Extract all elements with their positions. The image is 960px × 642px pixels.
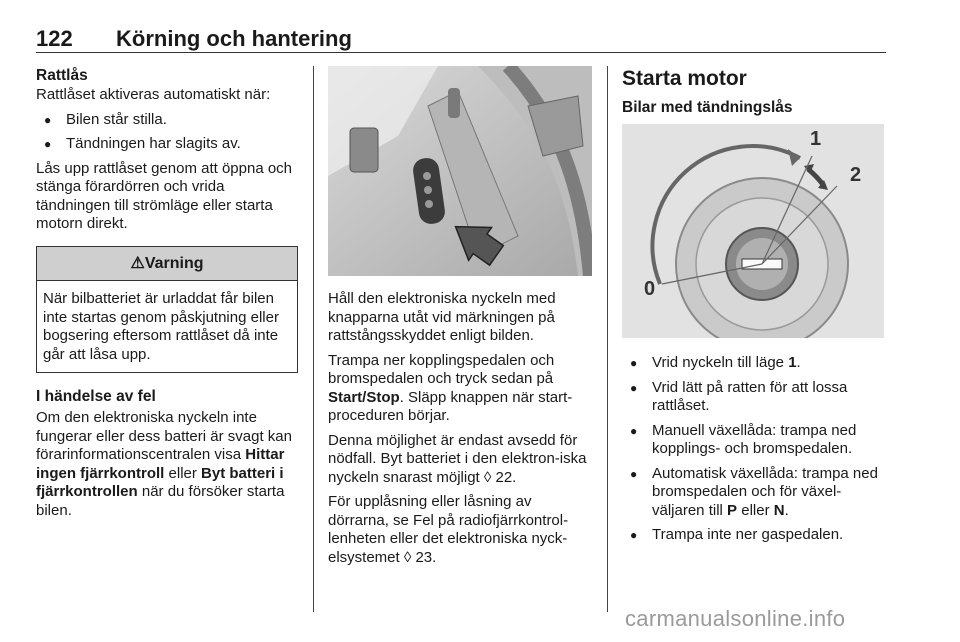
lock-unlock-text: För upplåsning eller låsning av dörrarna, se Fel på radiofjärrkontrol-lenheten eller det elektroniska nyck-elsystemet ◊ 23.: [328, 493, 569, 566]
intro-text: Rattlåset aktiveras automatiskt när:: [36, 86, 271, 103]
column-emergency-start: [328, 66, 592, 573]
position-2-label: 2: [850, 164, 862, 186]
hold-key-text: Håll den elektroniska nyckeln med knapparna utåt vid märkningen på rattstångsskyddet enligt bilden.: [328, 290, 556, 344]
start-steps-list: [622, 354, 888, 545]
chapter-title: Körning och hantering: [116, 26, 352, 51]
list-item: ● Manuell växellåda: trampa ned kopplings- och bromspedalen.: [622, 422, 888, 459]
emergency-note-text: Denna möjlighet är endast avsedd för nödfall. Byt batteriet i den elektron-iska nyckeln snarast möjligt ◊ 22.: [328, 431, 587, 486]
list-item: ● Vrid nyckeln till läge 1.: [622, 354, 888, 373]
column-divider: [313, 66, 314, 612]
watermark: carmanualsonline.info: [625, 606, 846, 631]
list-item: ● Trampa inte ner gaspedalen.: [622, 526, 888, 545]
warning-box: [36, 246, 298, 374]
position-1-label: 1: [810, 128, 822, 150]
list-item: ● Bilen står stilla.: [36, 111, 298, 130]
position-0-label: 0: [644, 278, 656, 300]
page-ref-icon: ◊: [483, 468, 492, 486]
page-number: 122: [36, 26, 73, 51]
section-title-steering-lock: Rattlås: [36, 67, 88, 84]
ignition-lock-diagram: [622, 124, 884, 338]
column-divider: [607, 66, 608, 612]
page-ref-icon: ◊: [403, 548, 412, 566]
warning-title: Varning: [144, 254, 204, 272]
column-steering-lock: [36, 66, 298, 526]
warning-header: [37, 247, 297, 282]
subsection-title-ignition: Bilar med tändningslås: [622, 99, 793, 116]
condition-list: [36, 111, 298, 154]
list-item: ● Automatisk växellåda: trampa ned bromspedalen och för växel-väljaren till P eller N.: [622, 465, 888, 521]
warning-icon: ⚠: [130, 254, 145, 272]
steering-column-key-photo: [328, 66, 592, 276]
page-header: [36, 26, 886, 53]
section-title-fault: I händelse av fel: [36, 388, 156, 405]
unlock-text: Lås upp rattlåset genom att öppna och stänga förardörren och vrida tändningen till strömläge eller starta motorn direkt.: [36, 159, 293, 232]
press-start-text: Trampa ner kopplingspedalen och bromspedalen och tryck sedan på Start/Stop. Släpp knappen när start-proceduren börjar.: [328, 351, 573, 424]
fault-text: Om den elektroniska nyckeln inte fungerar eller dess batteri är svagt kan förarinformationscentralen visa Hittar ingen fjärrkontroll eller Byt batteri i fjärrkontrollen när du försöker starta bilen.: [36, 409, 292, 519]
list-item: ● Tändningen har slagits av.: [36, 135, 298, 154]
warning-text: När bilbatteriet är urladdat får bilen inte startas genom påskjutning eller bogsering eftersom rattlåset då inte går att låsa upp.: [43, 290, 279, 363]
start-stop-label: Start/Stop: [328, 388, 400, 406]
message-change-battery: Byt batteri i fjärrkontrollen: [36, 464, 284, 500]
list-item: ● Vrid lätt på ratten för att lossa rattlåset.: [622, 379, 888, 416]
column-start-engine: [622, 66, 888, 551]
message-no-remote: Hittar ingen fjärrkontroll: [36, 446, 285, 482]
section-title-start-engine: Starta motor: [622, 67, 747, 90]
